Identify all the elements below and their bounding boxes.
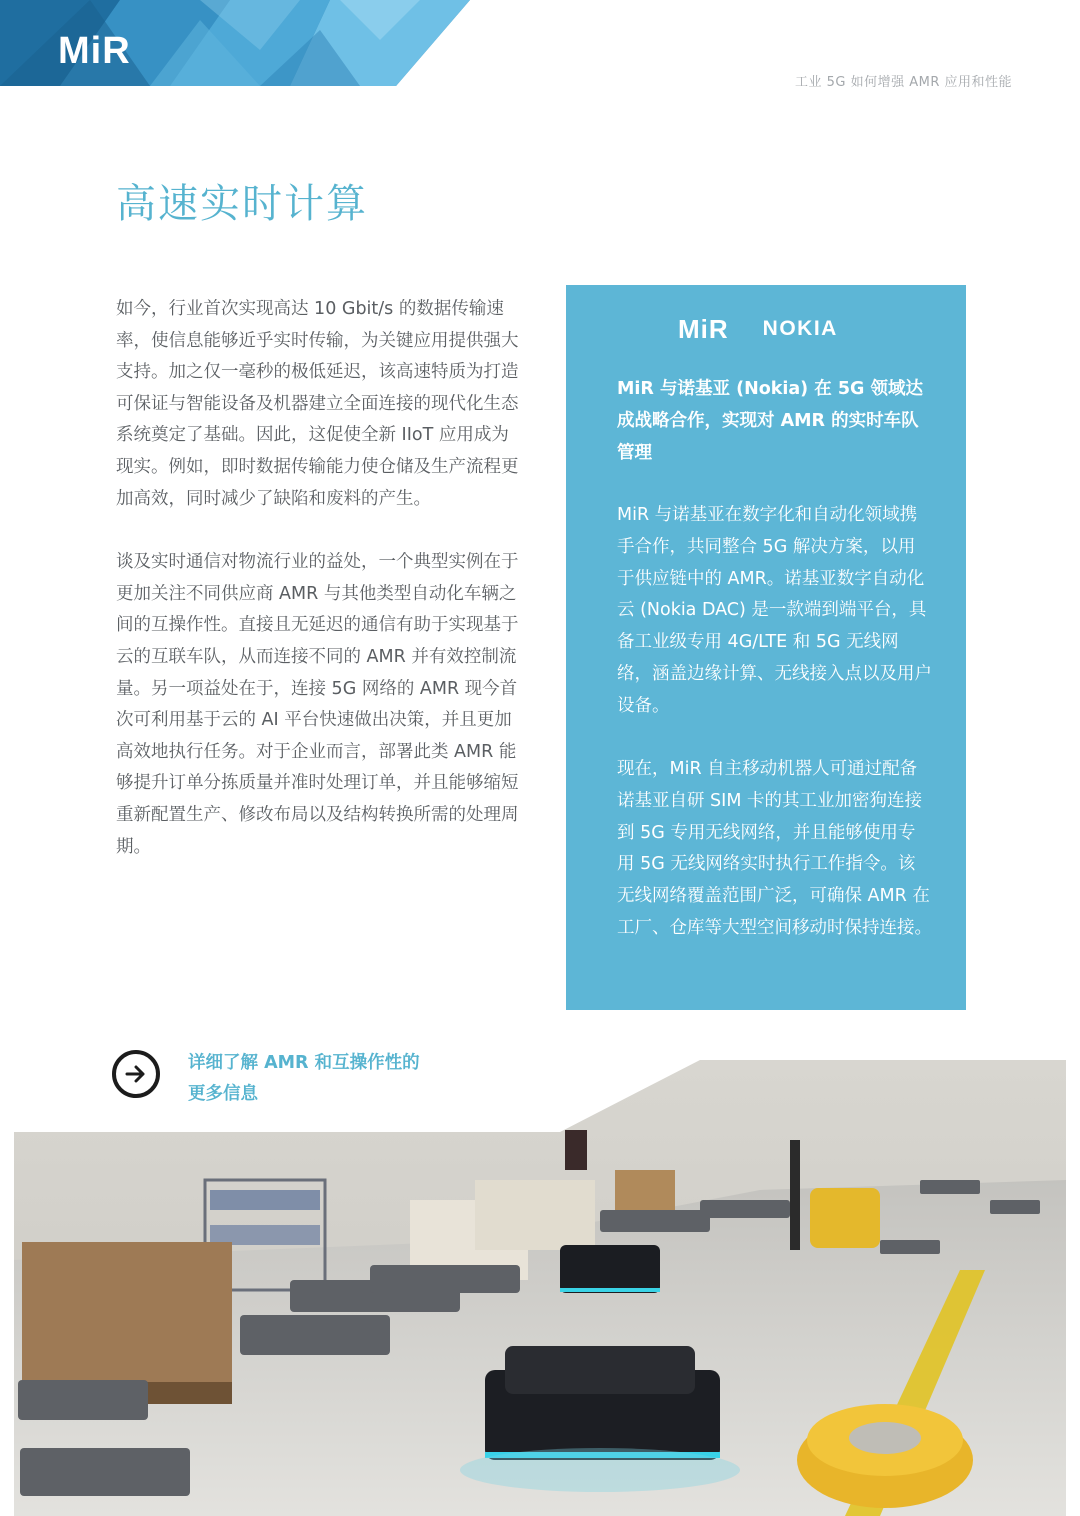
nokia-logo: NOKIA bbox=[762, 317, 838, 340]
partnership-sidebar bbox=[566, 285, 966, 1010]
arrow-right-icon[interactable] bbox=[112, 1050, 160, 1098]
mir-logo-small: MiR bbox=[678, 313, 729, 344]
document-title: 工业 5G 如何增强 AMR 应用和性能 bbox=[794, 75, 1012, 90]
header-banner bbox=[0, 0, 470, 86]
partner-logos bbox=[678, 314, 838, 344]
section-title: 高速实时计算 bbox=[116, 181, 368, 227]
body-paragraph: 谈及实时通信对物流行业的益处，一个典型实例在于更加关注不同供应商 AMR 与其他类型自动化车辆之间的互操作性。直接且无延迟的通信有助于实现基于云的互联车队，从而连接不同的 AMR 并有效控制流量。另一项益处在于，连接 5G 网络的 AMR 现今首次可利用基于云的 AI 平台快速做出决策，并且更加高效地执行任务。对于企业而言，部署此类 AMR 能够提升订单分拣质量并准时处理订单，并且能够缩短重新配置生产、修改布局以及结构转换所需的处理周期。 bbox=[116, 552, 519, 857]
sidebar-paragraph: MiR 与诺基亚在数字化和自动化领域携手合作，共同整合 5G 解决方案，以用于供应链中的 AMR。诺基亚数字自动化云 (Nokia DAC) 是一款端到端平台，具备工业级专用 4G/LTE 和 5G 无线网络，涵盖边缘计算、无线接入点以及用户设备。 bbox=[617, 505, 932, 716]
body-text bbox=[116, 294, 521, 895]
learn-more-link[interactable] bbox=[112, 1048, 428, 1110]
warehouse-photo bbox=[0, 1060, 1080, 1516]
mir-logo: MiR bbox=[58, 30, 131, 72]
learn-more-text[interactable]: 详细了解 AMR 和互操作性的更多信息 bbox=[188, 1053, 420, 1104]
sidebar-paragraph: 现在，MiR 自主移动机器人可通过配备诺基亚自研 SIM 卡的其工业加密狗连接到 5G 专用无线网络，并且能够使用专用 5G 无线网络实时执行工作指令。该无线网络覆盖范围广泛，可确保 AMR 在工厂、仓库等大型空间移动时保持连接。 bbox=[617, 759, 932, 938]
body-paragraph: 如今，行业首次实现高达 10 Gbit/s 的数据传输速率，使信息能够近乎实时传输，为关键应用提供强大支持。加之仅一毫秒的极低延迟，该高速特质为打造可保证与智能设备及机器建立全面连接的现代化生态系统奠定了基础。因此，这促使全新 IIoT 应用成为现实。例如，即时数据传输能力使仓储及生产流程更加高效，同时减少了缺陷和废料的产生。 bbox=[116, 299, 519, 509]
sidebar-heading: MiR 与诺基亚 (Nokia) 在 5G 领域达成战略合作，实现对 AMR 的实时车队管理 bbox=[617, 379, 924, 463]
